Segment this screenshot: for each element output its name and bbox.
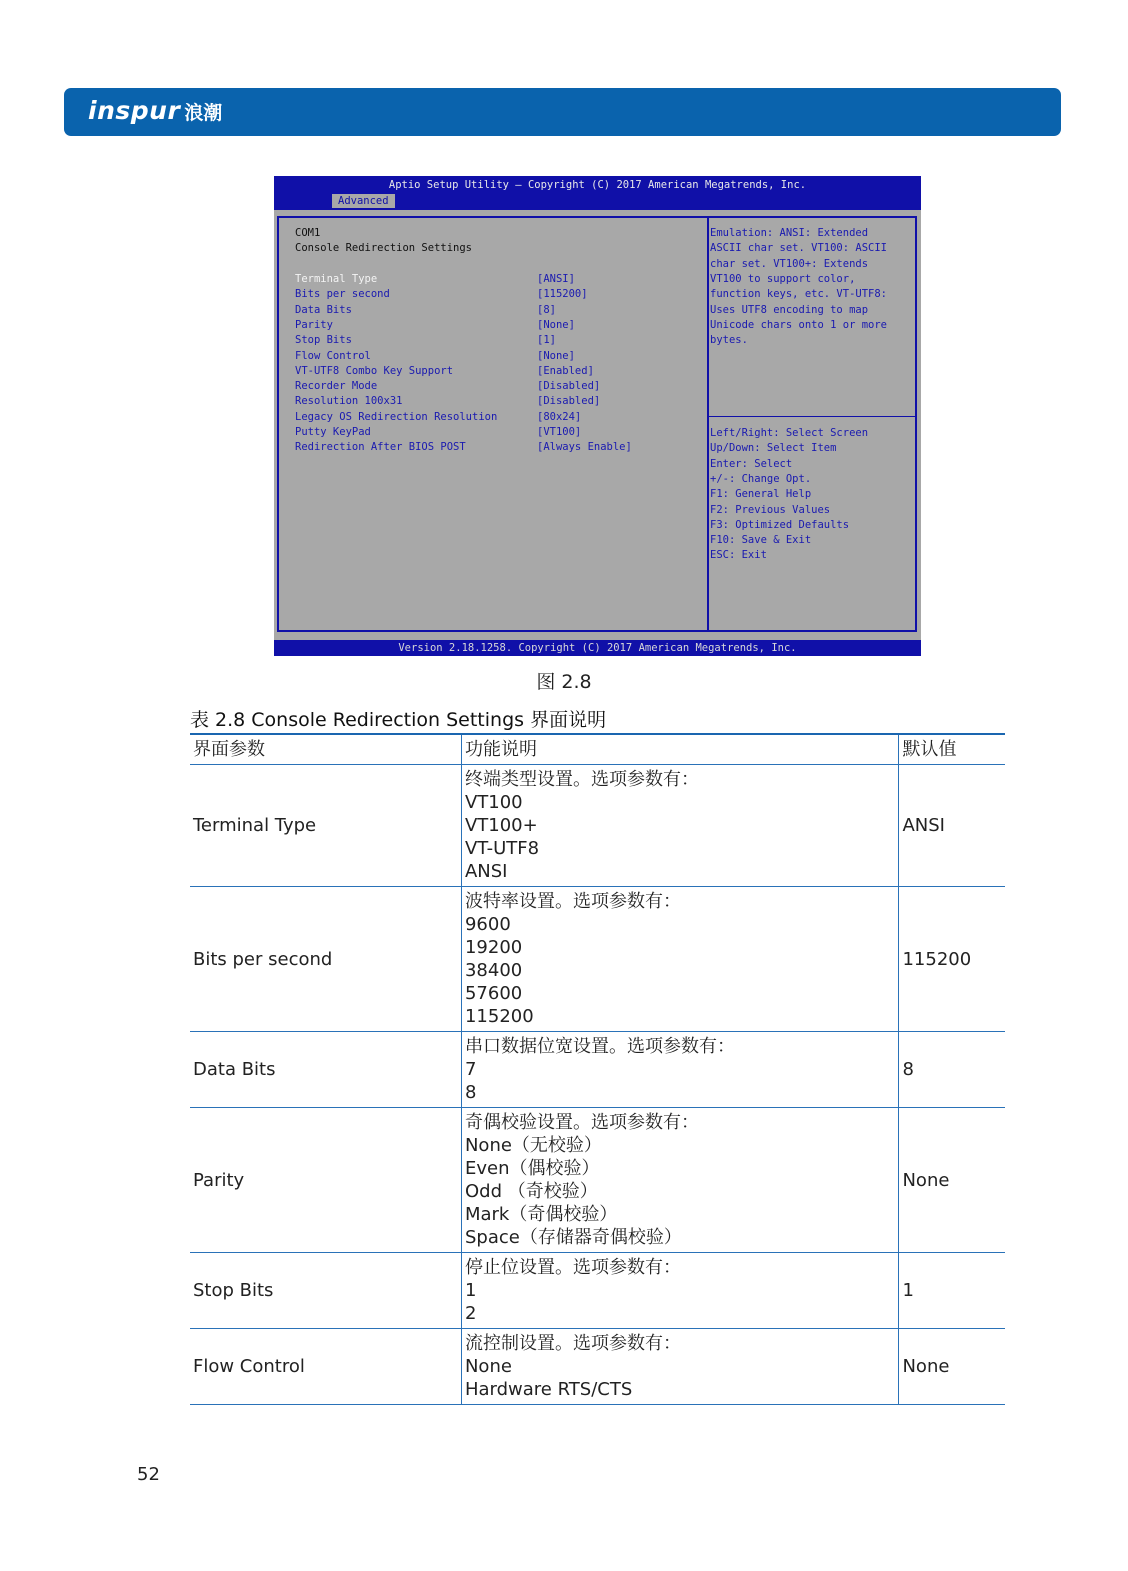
- desc-line: 奇偶校验设置。选项参数有：: [464, 1112, 699, 1133]
- table-body: [190, 765, 1005, 1405]
- bios-setting-label: Parity: [295, 318, 333, 331]
- bios-setting-value: [Disabled]: [537, 395, 601, 408]
- default-cell: None: [899, 1108, 1005, 1253]
- bios-section-line: Console Redirection Settings: [295, 242, 473, 255]
- desc-line: Odd （奇校验）: [464, 1181, 598, 1202]
- bios-setting-value: [None]: [537, 318, 575, 331]
- table-row: [190, 1253, 1005, 1329]
- inspur-logo: [88, 94, 222, 130]
- desc-line: VT-UTF8: [464, 838, 540, 859]
- bios-setting-label: Stop Bits: [295, 334, 352, 347]
- bios-tab-advanced: Advanced: [332, 194, 395, 208]
- desc-line: 19200: [464, 937, 523, 958]
- bios-section-line: COM1: [295, 227, 321, 239]
- default-cell: 1: [899, 1253, 1005, 1329]
- bios-help-line: VT100 to support color,: [710, 272, 856, 285]
- desc-cell: [461, 887, 899, 1032]
- param-cell: Parity: [190, 1108, 461, 1253]
- logo-cn: 浪潮: [184, 102, 223, 124]
- figure-caption: 图 2.8: [536, 671, 592, 693]
- desc-line: Even（偶校验）: [464, 1158, 600, 1179]
- bios-setting-label: Redirection After BIOS POST: [295, 441, 466, 454]
- bios-setting-value: [Disabled]: [537, 380, 601, 393]
- desc-line: VT100: [464, 792, 523, 813]
- bios-key-line: F1: General Help: [710, 488, 812, 501]
- desc-line: None（无校验）: [464, 1135, 602, 1156]
- desc-cell: [461, 1253, 899, 1329]
- bios-help-line: Uses UTF8 encoding to map: [710, 303, 869, 316]
- bios-setting-value: [1]: [537, 334, 556, 347]
- param-cell: Stop Bits: [190, 1253, 461, 1329]
- page-number: 52: [137, 1464, 160, 1485]
- desc-line: 9600: [464, 914, 511, 935]
- desc-line: 1: [464, 1280, 477, 1301]
- bios-key-line: ESC: Exit: [710, 549, 767, 562]
- bios-screenshot: [274, 176, 921, 656]
- desc-cell: [461, 1108, 899, 1253]
- param-cell: Data Bits: [190, 1032, 461, 1108]
- bios-divider: [707, 218, 709, 630]
- bios-setting-value: [8]: [537, 303, 556, 316]
- bios-title: Aptio Setup Utility – Copyright (C) 2017 American Megatrends, Inc.: [388, 179, 807, 191]
- bios-setting-label: Putty KeyPad: [295, 426, 371, 438]
- table-title: 表 2.8 Console Redirection Settings 界面说明: [190, 709, 607, 731]
- bios-key-line: F3: Optimized Defaults: [710, 518, 850, 531]
- bios-setting-value: [None]: [537, 349, 575, 362]
- bios-setting-value: [Always Enable]: [537, 441, 632, 454]
- default-cell: 115200: [899, 887, 1005, 1032]
- bios-footer: Version 2.18.1258. Copyright (C) 2017 American Megatrends, Inc.: [274, 640, 921, 656]
- desc-line: 38400: [464, 960, 523, 981]
- desc-line: 流控制设置。选项参数有：: [464, 1333, 681, 1354]
- bios-key-line: +/-: Change Opt.: [710, 472, 812, 485]
- default-cell: None: [899, 1329, 1005, 1405]
- desc-line: Hardware RTS/CTS: [464, 1379, 633, 1400]
- bios-key-line: F2: Previous Values: [710, 503, 831, 516]
- bios-setting-label: Terminal Type: [295, 273, 378, 285]
- table-row: [190, 1032, 1005, 1108]
- header-default: 默认值: [899, 734, 1005, 765]
- desc-cell: [461, 765, 899, 887]
- desc-cell: [461, 1032, 899, 1108]
- desc-line: 波特率设置。选项参数有：: [464, 891, 681, 912]
- table-row: [190, 765, 1005, 887]
- bios-help-line: Emulation: ANSI: Extended: [710, 227, 869, 239]
- bios-header: [274, 176, 921, 210]
- desc-line: VT100+: [464, 815, 538, 836]
- bios-key-line: F10: Save & Exit: [710, 534, 812, 547]
- table-row: [190, 1108, 1005, 1253]
- bios-setting-label: VT-UTF8 Combo Key Support: [295, 364, 454, 377]
- bios-key-line: Enter: Select: [710, 457, 793, 470]
- table-row: [190, 887, 1005, 1032]
- header-desc: 功能说明: [461, 734, 899, 765]
- desc-line: 7: [464, 1059, 477, 1080]
- logo-latin: inspur: [88, 96, 181, 125]
- desc-line: 停止位设置。选项参数有：: [464, 1257, 681, 1278]
- default-cell: ANSI: [899, 765, 1005, 887]
- bios-key-line: Up/Down: Select Item: [710, 442, 837, 455]
- param-cell: Bits per second: [190, 887, 461, 1032]
- bios-setting-label: Data Bits: [295, 303, 352, 316]
- bios-setting-label: Flow Control: [295, 349, 371, 362]
- bios-setting-value: [VT100]: [537, 426, 582, 438]
- bios-setting-label: Bits per second: [295, 288, 390, 301]
- bios-key-line: Left/Right: Select Screen: [710, 427, 869, 439]
- settings-table: [190, 733, 1005, 1405]
- table-row: [190, 1329, 1005, 1405]
- bios-setting-value: [115200]: [537, 288, 588, 301]
- desc-line: None: [464, 1356, 512, 1377]
- bios-setting-value: [ANSI]: [537, 273, 575, 285]
- bios-help-separator: [709, 416, 917, 417]
- bios-help-line: bytes.: [710, 334, 748, 347]
- header-param: 界面参数: [190, 734, 461, 765]
- bios-setting-value: [80x24]: [537, 410, 582, 423]
- param-cell: Flow Control: [190, 1329, 461, 1405]
- bios-setting-label: Resolution 100x31: [295, 395, 403, 408]
- desc-line: 57600: [464, 983, 523, 1004]
- desc-line: Mark（奇偶校验）: [464, 1204, 618, 1225]
- desc-line: Space（存储器奇偶校验）: [464, 1227, 682, 1248]
- bios-setting-label: Recorder Mode: [295, 380, 378, 393]
- bios-help-line: function keys, etc. VT-UTF8:: [710, 288, 888, 301]
- table-header-row: [190, 734, 1005, 765]
- param-cell: Terminal Type: [190, 765, 461, 887]
- desc-line: 115200: [464, 1006, 534, 1027]
- desc-line: 2: [464, 1303, 477, 1324]
- bios-setting-value: [Enabled]: [537, 364, 594, 377]
- bios-help-line: ASCII char set. VT100: ASCII: [710, 242, 888, 255]
- desc-line: 串口数据位宽设置。选项参数有：: [464, 1036, 735, 1057]
- bios-setting-label: Legacy OS Redirection Resolution: [295, 410, 498, 423]
- bios-help-line: Unicode chars onto 1 or more: [710, 318, 888, 331]
- desc-line: ANSI: [464, 861, 508, 882]
- bios-panel: [277, 216, 917, 632]
- desc-cell: [461, 1329, 899, 1405]
- desc-line: 8: [464, 1082, 477, 1103]
- desc-line: 终端类型设置。选项参数有：: [464, 769, 699, 790]
- default-cell: 8: [899, 1032, 1005, 1108]
- header-banner: [64, 88, 1061, 136]
- bios-help-line: char set. VT100+: Extends: [710, 257, 869, 270]
